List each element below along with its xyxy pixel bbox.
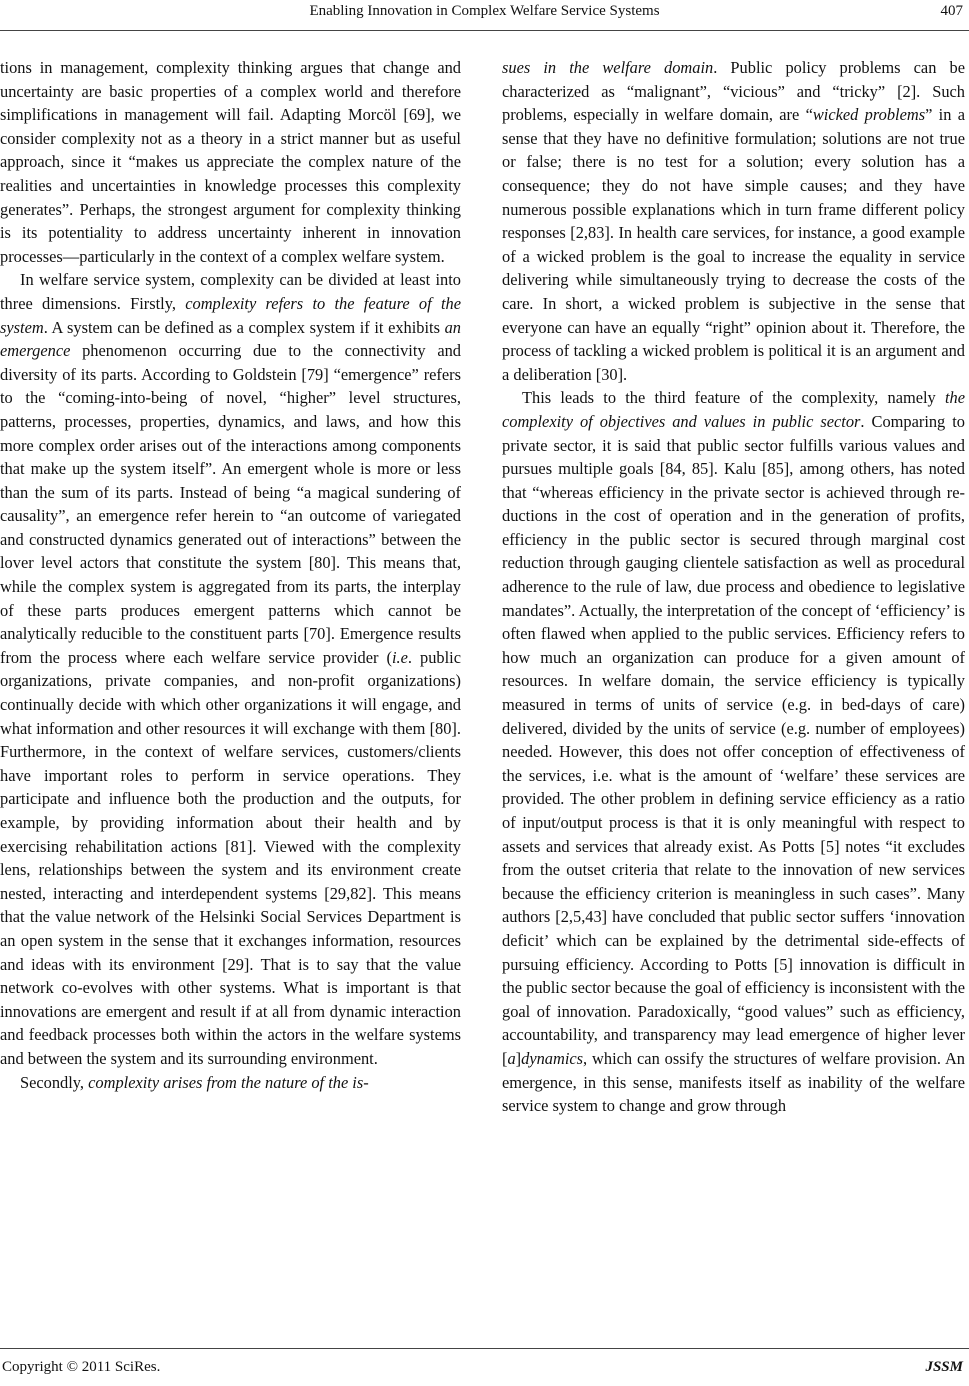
emphasis: i.e [391, 647, 408, 667]
emphasis: dynamics [521, 1048, 584, 1068]
paragraph: Secondly, complexity arises from the nature of the is- [20, 1072, 369, 1092]
page-number: 407 [940, 3, 963, 19]
copyright-notice: Copyright © 2011 SciRes. [2, 1359, 161, 1375]
page-footer [0, 1348, 969, 1379]
left-column [0, 56, 461, 1094]
emphasis: an emergence [0, 317, 461, 361]
right-column [502, 56, 965, 1118]
emphasis: sues in the welfare domain [502, 58, 714, 77]
paragraph: sues in the welfare domain. Public policy problems can be characterized as “malignant”, “vicious” and “tricky” [2]. Such problems, especially in welfare domain, are “wicked problems” in a sense that they have no definitive formulation; solutions are not true or false; there is no test for a solution; every solution has a consequence; they do not have simple causes; and they have numerous possible explanations which in turn frame different policy responses [2,83]. In health care services, for instance, a good example of a wicked problem is the goal to increase the equality in service delivering while simultaneously trying to decrease the costs of the care. In short, a wicked problem is subjective in the sense that everyone can have an equally “right” opinion about it. Therefore, the process of tackling a wicked problem is political it is an argument and a deliberation [30]. [502, 58, 965, 384]
paragraph: This leads to the third feature of the complexity, namely the complexity of objectives and values in public sector. Comparing to private sector, it is said that public sector fulfills various values and pursues multiple goals [84, 85]. Kalu [85], among others, has noted that “whereas efficiency in the private sector is achieved through reductions in the cost of operation and in the generation of profits, efficiency in the public sector is secured through marginal cost reduction through gauging clientele satisfaction as well as procedural adherence to the rule of law, due process and obedience to legislative mandates”. Actually, the interpretation of the concept of ‘efficiency’ is often flawed when applied to the public services. Efficiency refers to how much an organization can produce for a given amount of resources. In welfare domain, the service efficiency is typically measured in terms of units of service (e.g. in bed-days of care) delivered, divided by the units of service (e.g. number of employees) needed. However, this does not offer conception of effectiveness of the services, i.e. what is the amount of ‘welfare’ these services are provided. The other problem in defining service efficiency as a ratio of input/output process is that it is only meaningful with respect to assets and services that already exist. As Potts [5] notes “it excludes from the outset criteria that relate to the innovation of new services because the efficiency criterion is meaningless in such cases”. Many authors [2,5,43] have concluded that public sector suffers ‘innovation deficit’ which can be explained by the detrimental side-effects of pursuing efficiency. According to Potts [5] innovation is difficult in the public sector because the goal of efficiency is inconsistent with the goal of innovation. Paradoxically, “good values” such as efficiency, accountability, and transparency may lead emergence of higher lever [a]dynamics, which can ossify the structures of welfare provision. An emergence, in this sense, manifests itself as inability of the welfare service system to change and grow through [502, 388, 965, 1116]
emphasis: the complexity of objectives and values in public sector [502, 388, 965, 431]
page-header [0, 0, 969, 31]
emphasis: complexity arises from the nature of the is- [88, 1072, 369, 1092]
paragraph: In welfare service system, complexity can be divided at least into three dimensions. Firstly, complexity refers to the feature of the system. A system can be defined as a complex system if it exhibits an emergence phenomenon occurring due to the connectivity and diversity of its parts. According to Goldstein [79] “emergence” refers to the “coming-into-being of novel, “higher” level structures, patterns, processes, properties, dynamics, and laws, and how this more complex order arises out of the interactions among components that make up the system itself”. An emergent whole is more or less than the sum of its parts. Instead of being “a magical sundering of causality”, an emergence refer herein to “an outcome of variegated and constructed dynamics generated out of interactions” between the lover level actors that constitute the system [80]. This means that, while the complex system is aggregated from its parts, the interplay of these parts produces emergent patterns which cannot be analytically reducible to the constituent parts [70]. Emergence results from the process where each welfare service provider (i.e. public organizations, private companies, and non-profit organizations) continually decide with which other organizations it will engage, and what information and other resources it will exchange with them [80]. Furthermore, in the context of welfare services, customers/clients have important roles to perform in service operations. They participate and influence both the production and the outputs, for example, by providing information about their health and by exercising rehabilitation actions [81]. Viewed with the complexity lens, relationships between the system and its environment create nested, interacting and interdependent systems [29,82]. This means that the value network of the Helsinki Social Services Department is an open system in the sense that it exchanges information, resources and ideas with its environment [29]. That is to say that the value network co-evolves with other systems. What is important is that innovations are emergent and result if at all from dynamic interaction and feedback processes both within the actors in the welfare systems and between the system and its surrounding environment. [0, 270, 461, 1068]
emphasis: a [507, 1048, 516, 1068]
paragraph: tions in management, complexity thinking argues that change and uncertainty are basic properties of a complex world and therefore simplifications in management will fail. Adapting Morcöl [69], we consider complexity not as a theory in a strict manner but as useful approach, since it “makes us appreciate the complex nature of the realities and uncertainties in knowledge processes this complexity generates”. Perhaps, the strongest argument for complexity thinking is its potentiality to address uncertainty inherent in innovation processes—particularly in the context of a complex welfare system. [0, 58, 461, 266]
emphasis: wicked problems [812, 105, 926, 125]
running-title: Enabling Innovation in Complex Welfare Service Systems [309, 3, 660, 19]
emphasis: complexity refers to the feature of the system [0, 293, 461, 337]
journal-abbreviation: JSSM [925, 1359, 963, 1375]
